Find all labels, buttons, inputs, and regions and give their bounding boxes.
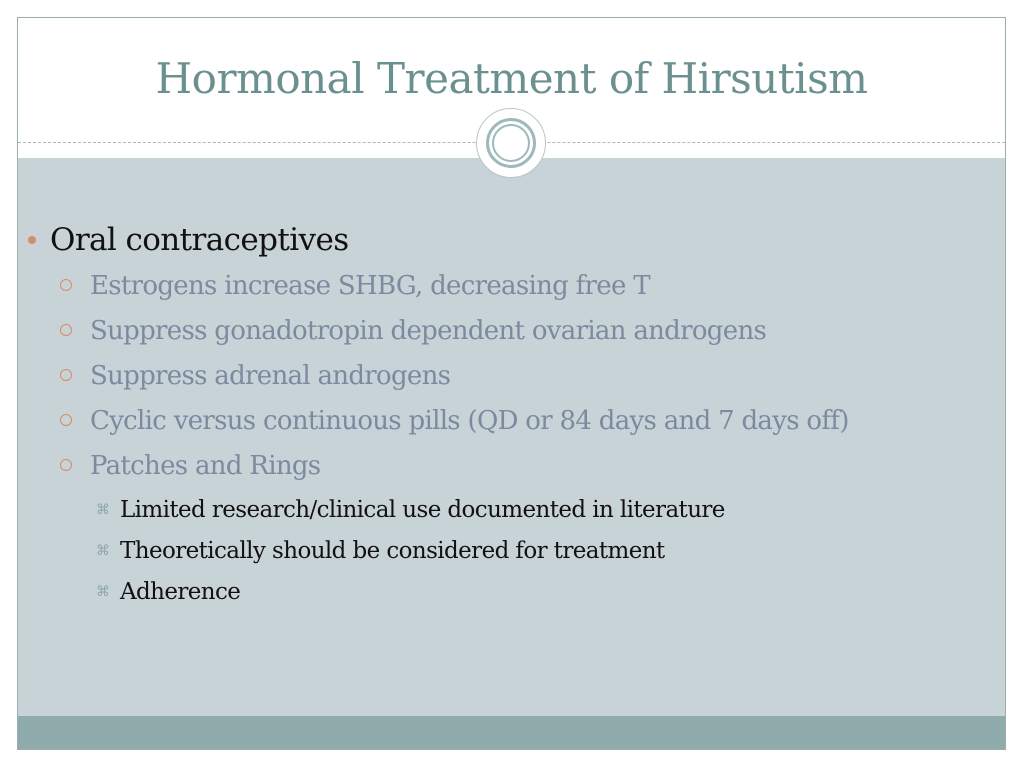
bullet-list xyxy=(26,218,966,614)
bullet-level2 xyxy=(26,401,966,446)
bullet-level2 xyxy=(26,356,966,401)
bullet-text: Suppress adrenal androgens xyxy=(90,361,451,391)
bullet-text: Suppress gonadotropin dependent ovarian androgens xyxy=(90,316,767,346)
bullet-level2 xyxy=(26,311,966,356)
footer-band xyxy=(18,716,1005,750)
hollow-circle-bullet-icon xyxy=(60,369,72,381)
bullet-text: Adherence xyxy=(120,579,241,605)
ornament-bullet-icon: ⌘ xyxy=(96,584,110,600)
bullet-dot-icon xyxy=(28,236,36,244)
bullet-level1 xyxy=(26,218,966,266)
hollow-circle-bullet-icon xyxy=(60,324,72,336)
bullet-text: Theoretically should be considered for treatment xyxy=(120,538,665,564)
hollow-circle-bullet-icon xyxy=(60,459,72,471)
bullet-level2 xyxy=(26,446,966,491)
bullet-level3 xyxy=(26,573,966,614)
slide-title: Hormonal Treatment of Hirsutism xyxy=(155,54,868,103)
bullet-text: Limited research/clinical use documented in literature xyxy=(120,497,725,523)
ornament-inner-ring xyxy=(492,124,530,162)
circle-ornament-icon xyxy=(476,108,546,178)
hollow-circle-bullet-icon xyxy=(60,279,72,291)
ornament-bullet-icon: ⌘ xyxy=(96,543,110,559)
bullet-level2 xyxy=(26,266,966,311)
hollow-circle-bullet-icon xyxy=(60,414,72,426)
bullet-level3 xyxy=(26,491,966,532)
bullet-text: Oral contraceptives xyxy=(50,222,349,258)
bullet-text: Patches and Rings xyxy=(90,451,321,481)
ornament-bullet-icon: ⌘ xyxy=(96,502,110,518)
bullet-text: Cyclic versus continuous pills (QD or 84 days and 7 days off) xyxy=(90,406,849,436)
bullet-level3 xyxy=(26,532,966,573)
bullet-text: Estrogens increase SHBG, decreasing free T xyxy=(90,271,650,301)
